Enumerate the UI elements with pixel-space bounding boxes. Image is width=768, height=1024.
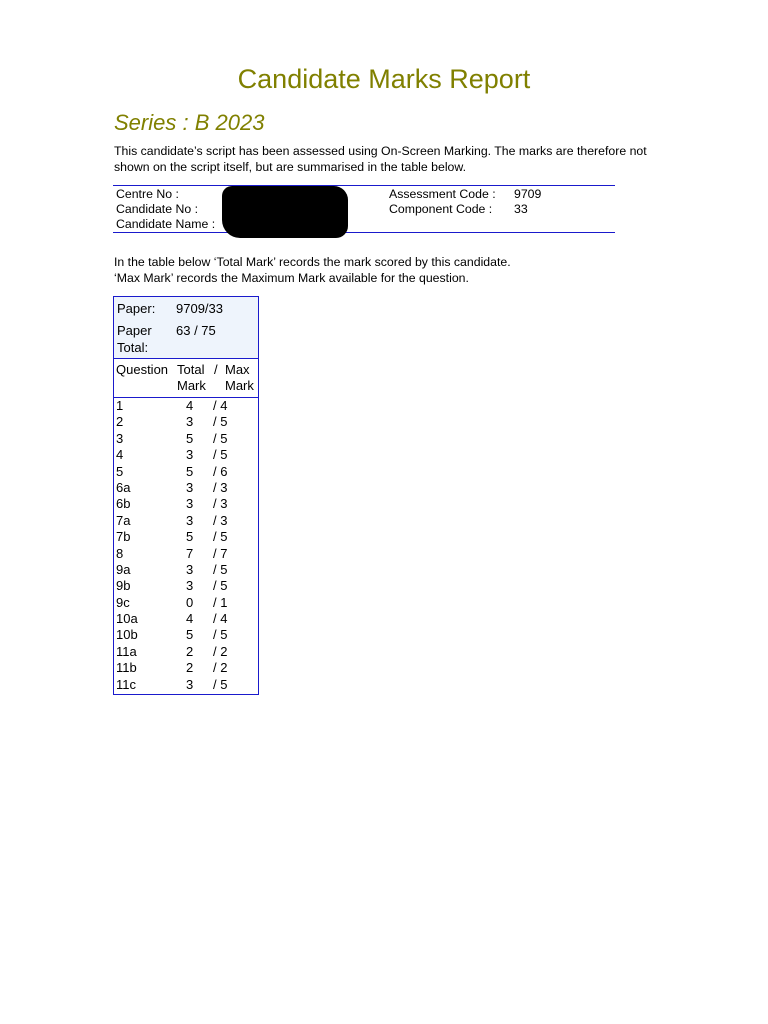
table-row bbox=[114, 414, 258, 430]
total-mark-cell: 3 bbox=[186, 578, 194, 594]
max-mark-cell: / 5 bbox=[213, 561, 228, 577]
table-row bbox=[114, 578, 258, 594]
max-mark-cell: / 7 bbox=[213, 545, 228, 561]
total-mark-cell: 3 bbox=[186, 414, 194, 430]
header-total-mark: Mark bbox=[177, 378, 206, 393]
explanation-paragraph bbox=[114, 254, 654, 286]
question-cell: 3 bbox=[116, 430, 124, 446]
question-cell: 1 bbox=[116, 398, 124, 413]
question-cell: 8 bbox=[116, 545, 124, 561]
max-mark-cell: / 4 bbox=[213, 398, 228, 413]
question-cell: 7a bbox=[116, 512, 131, 528]
centre-no-label: Centre No : bbox=[116, 187, 179, 201]
table-row bbox=[114, 447, 258, 463]
total-mark-cell: 3 bbox=[186, 479, 194, 495]
max-mark-cell: / 5 bbox=[213, 529, 228, 545]
intro-paragraph: This candidate’s script has been assessed using On-Screen Marking. The marks are therefore not shown on the script itself, but are summarised in the table below. bbox=[114, 144, 647, 174]
component-code-value: 33 bbox=[514, 202, 528, 216]
max-mark-cell: / 5 bbox=[213, 430, 228, 446]
paper-total-label-line2: Total: bbox=[117, 340, 149, 355]
table-row bbox=[114, 431, 258, 447]
redaction-mark bbox=[222, 186, 348, 238]
total-mark-cell: 5 bbox=[186, 627, 194, 643]
candidate-info-box bbox=[113, 185, 615, 233]
max-mark-cell: / 5 bbox=[213, 627, 228, 643]
report-title: Candidate Marks Report bbox=[237, 64, 531, 94]
marks-rows bbox=[114, 398, 258, 694]
total-mark-cell: 7 bbox=[186, 545, 194, 561]
question-cell: 11b bbox=[116, 660, 137, 676]
total-mark-cell: 3 bbox=[186, 676, 194, 692]
component-code-label: Component Code : bbox=[389, 202, 493, 216]
series-heading: Series : B 2023 bbox=[114, 110, 265, 135]
total-mark-cell: 3 bbox=[186, 561, 194, 577]
max-mark-cell: / 4 bbox=[213, 611, 228, 627]
total-mark-cell: 4 bbox=[186, 611, 194, 627]
question-cell: 9c bbox=[116, 594, 130, 610]
max-mark-cell: / 2 bbox=[213, 643, 228, 659]
table-row bbox=[114, 513, 258, 529]
question-cell: 6a bbox=[116, 479, 131, 495]
total-mark-cell: 3 bbox=[186, 447, 194, 463]
paper-summary bbox=[114, 297, 258, 359]
table-row bbox=[114, 480, 258, 496]
header-total: Total bbox=[177, 362, 205, 377]
max-mark-cell: / 5 bbox=[213, 447, 228, 463]
total-mark-cell: 5 bbox=[186, 529, 194, 545]
table-row bbox=[114, 627, 258, 643]
explanation-line-2: ‘Max Mark’ records the Maximum Mark available for the question. bbox=[114, 271, 469, 285]
question-cell: 4 bbox=[116, 447, 124, 463]
paper-value: 9709/33 bbox=[176, 301, 223, 316]
marks-table bbox=[113, 296, 259, 695]
question-cell: 11a bbox=[116, 643, 137, 659]
question-cell: 2 bbox=[116, 414, 124, 430]
question-cell: 7b bbox=[116, 529, 131, 545]
max-mark-cell: / 5 bbox=[213, 578, 228, 594]
max-mark-cell: / 3 bbox=[213, 496, 228, 512]
assessment-code-label: Assessment Code : bbox=[389, 187, 496, 201]
table-row bbox=[114, 529, 258, 545]
total-mark-cell: 2 bbox=[186, 660, 194, 676]
table-row bbox=[114, 677, 258, 693]
total-mark-cell: 5 bbox=[186, 430, 194, 446]
table-row bbox=[114, 660, 258, 676]
table-row bbox=[114, 595, 258, 611]
assessment-code-value: 9709 bbox=[514, 187, 542, 201]
table-row bbox=[114, 562, 258, 578]
header-slash: / bbox=[214, 362, 218, 377]
paper-total-value: 63 / 75 bbox=[176, 323, 216, 338]
candidate-no-label: Candidate No : bbox=[116, 202, 199, 216]
total-mark-cell: 5 bbox=[186, 463, 194, 479]
table-row bbox=[114, 644, 258, 660]
question-cell: 11c bbox=[116, 676, 136, 692]
max-mark-cell: / 5 bbox=[213, 414, 228, 430]
question-cell: 10b bbox=[116, 627, 138, 643]
table-row bbox=[114, 611, 258, 627]
header-max-mark: Mark bbox=[225, 378, 254, 393]
question-cell: 9a bbox=[116, 561, 131, 577]
header-max: Max bbox=[225, 362, 250, 377]
total-mark-cell: 3 bbox=[186, 512, 194, 528]
question-cell: 5 bbox=[116, 463, 124, 479]
total-mark-cell: 2 bbox=[186, 643, 194, 659]
question-cell: 9b bbox=[116, 578, 131, 594]
table-row bbox=[114, 546, 258, 562]
max-mark-cell: / 3 bbox=[213, 512, 228, 528]
table-row bbox=[114, 496, 258, 512]
max-mark-cell: / 2 bbox=[213, 660, 228, 676]
total-mark-cell: 4 bbox=[186, 398, 194, 413]
paper-total-label-line1: Paper bbox=[117, 323, 152, 338]
max-mark-cell: / 6 bbox=[213, 463, 228, 479]
header-question: Question bbox=[116, 362, 169, 377]
max-mark-cell: / 5 bbox=[213, 676, 228, 692]
total-mark-cell: 0 bbox=[186, 594, 194, 610]
candidate-name-label: Candidate Name : bbox=[116, 217, 216, 231]
question-cell: 6b bbox=[116, 496, 131, 512]
question-cell: 10a bbox=[116, 611, 138, 627]
max-mark-cell: / 3 bbox=[213, 479, 228, 495]
total-mark-cell: 3 bbox=[186, 496, 194, 512]
paper-label: Paper: bbox=[117, 301, 156, 316]
table-header bbox=[114, 359, 258, 398]
explanation-line-1: In the table below ‘Total Mark’ records the mark scored by this candidate. bbox=[114, 255, 511, 269]
table-row bbox=[114, 464, 258, 480]
max-mark-cell: / 1 bbox=[213, 594, 228, 610]
table-row bbox=[114, 398, 258, 414]
